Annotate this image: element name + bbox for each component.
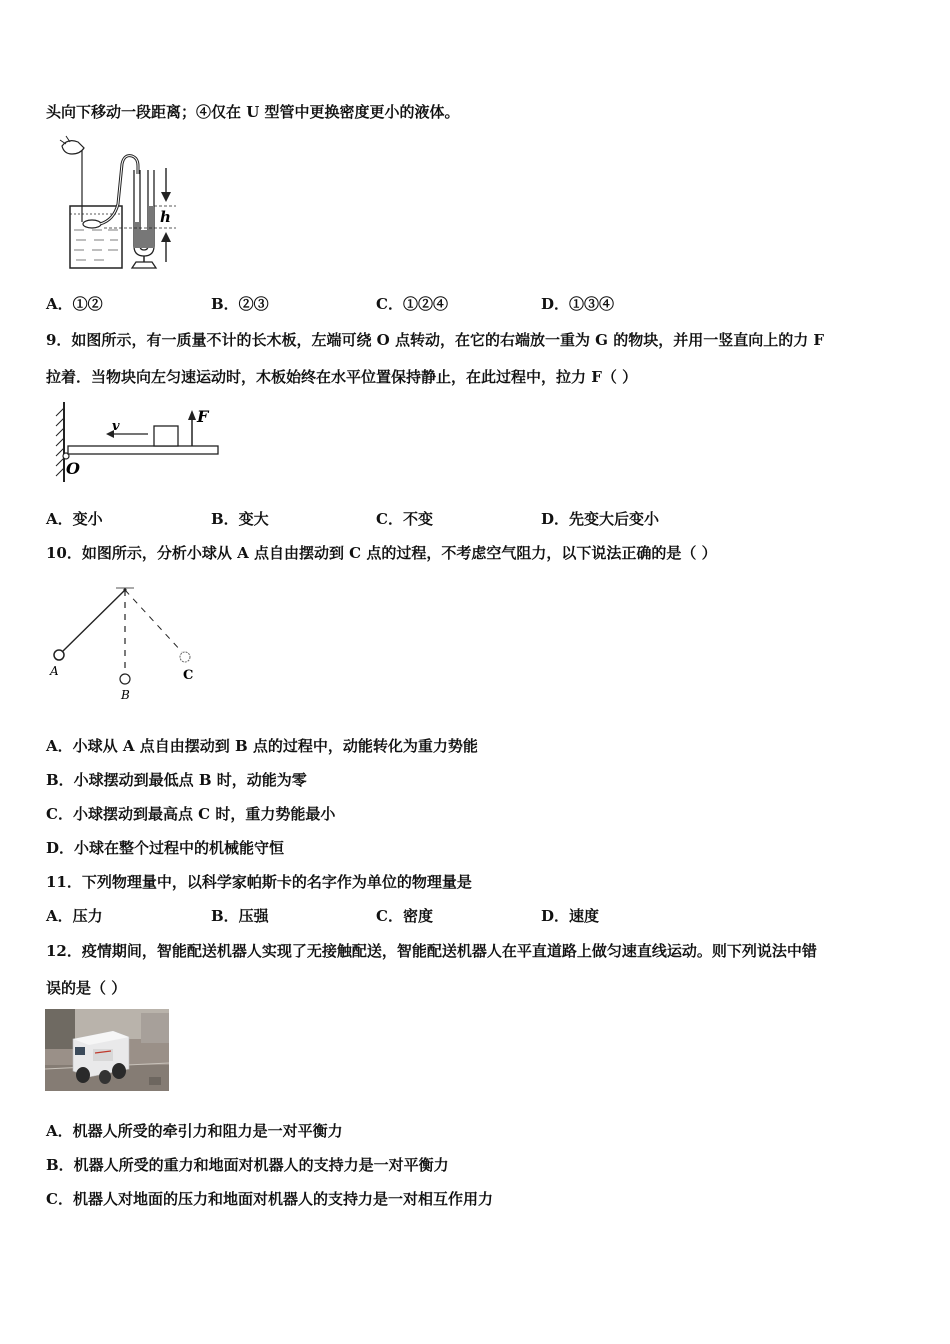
q12-stem-line1: 12．疫情期间，智能配送机器人实现了无接触配送，智能配送机器人在平直道路上做匀速直线运动。则下列说法中错 — [46, 942, 817, 960]
q10-option-d[interactable]: D．小球在整个过程中的机械能守恒 — [46, 839, 285, 857]
q12-option-b[interactable]: B．机器人所受的重力和地面对机器人的支持力是一对平衡力 — [46, 1156, 449, 1174]
q9-figure-lever — [44, 400, 224, 488]
q9-stem-line2: 拉着．当物块向左匀速运动时，木板始终在水平位置保持静止，在此过程中，拉力 F（ ） — [46, 368, 638, 386]
q9-option-d[interactable]: D．先变大后变小 — [541, 510, 660, 528]
q9-stem-line1: 9．如图所示，有一质量不计的长木板，左端可绕 O 点转动，在它的右端放一重为 G 的物块，并用一竖直向上的力 F — [46, 331, 825, 349]
q9-option-b[interactable]: B．变大 — [211, 510, 269, 528]
q9-option-a[interactable]: A．变小 — [46, 510, 103, 528]
q10-option-c[interactable]: C．小球摆动到最高点 C 时，重力势能最小 — [46, 805, 336, 823]
q11-stem: 11．下列物理量中，以科学家帕斯卡的名字作为单位的物理量是 — [46, 873, 472, 891]
q12-stem-line2: 误的是（ ） — [46, 979, 127, 997]
q9-figure-label-f: F — [197, 407, 209, 426]
q8-stem-tail: 头向下移动一段距离；④仅在 U 型管中更换密度更小的液体。 — [46, 103, 460, 121]
q8-figure-manometer — [44, 134, 184, 278]
q8-option-d[interactable]: D．①③④ — [541, 295, 615, 313]
q8-figure-label-h: h — [160, 208, 171, 226]
q10-figure-label-c: C — [183, 668, 194, 683]
q12-option-a[interactable]: A．机器人所受的牵引力和阻力是一对平衡力 — [46, 1122, 343, 1140]
q11-option-a[interactable]: A．压力 — [46, 907, 103, 925]
q8-option-b[interactable]: B．②③ — [211, 295, 269, 313]
q8-option-c[interactable]: C．①②④ — [376, 295, 448, 313]
q9-figure-label-o: O — [66, 459, 80, 478]
q11-option-c[interactable]: C．密度 — [376, 907, 433, 925]
q10-figure-pendulum — [44, 580, 214, 708]
q10-stem: 10．如图所示，分析小球从 A 点自由摆动到 C 点的过程，不考虑空气阻力，以下说法正确的是（ ） — [46, 544, 717, 562]
q10-option-a[interactable]: A．小球从 A 点自由摆动到 B 点的过程中，动能转化为重力势能 — [46, 737, 478, 755]
q9-option-c[interactable]: C．不变 — [376, 510, 433, 528]
q9-figure-label-v: v — [112, 419, 120, 434]
q8-option-a[interactable]: A．①② — [46, 295, 103, 313]
q11-option-b[interactable]: B．压强 — [211, 907, 269, 925]
q10-figure-label-b: B — [121, 688, 130, 702]
q11-option-d[interactable]: D．速度 — [541, 907, 600, 925]
q10-option-b[interactable]: B．小球摆动到最低点 B 时，动能为零 — [46, 771, 307, 789]
q12-robot-photo — [45, 1009, 169, 1095]
q10-figure-label-a: A — [50, 664, 59, 678]
q12-option-c[interactable]: C．机器人对地面的压力和地面对机器人的支持力是一对相互作用力 — [46, 1190, 493, 1208]
